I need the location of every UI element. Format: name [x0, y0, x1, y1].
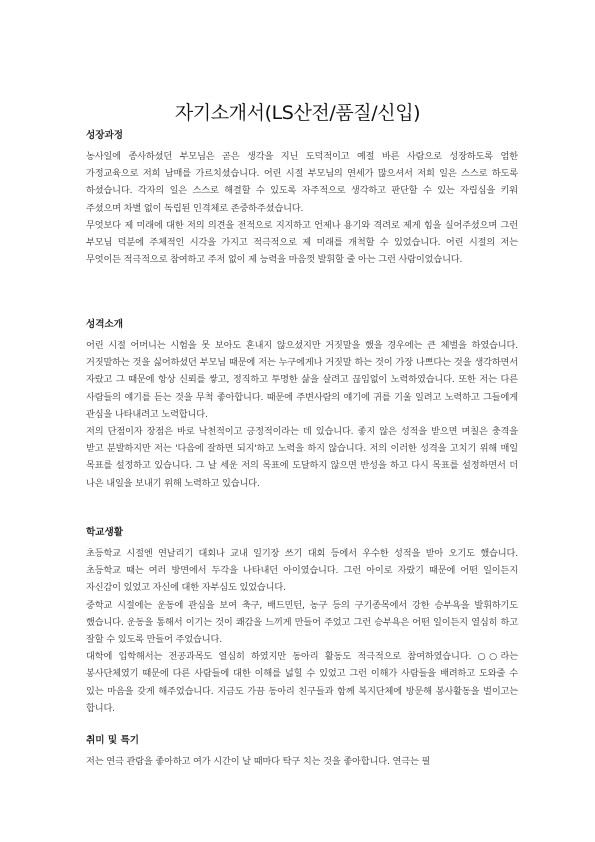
paragraph: 저의 단점이자 장점은 바로 낙천적이고 긍정적이라는 데 있습니다. 좋지 않은 성적을 받으면 며칠은 충격을 받고 분발하지만 저는 '다음에 잘하면 되지'하고 노력을 하지 않습니다. 저의 이러한 성격을 고치기 위해 매일 목표를 설정하고 있습니다. 그 날 세운 저의 목표에 도달하지 않으면 반성을 하고 다시 목표를 설정하면서 더 나은 내일을 보내기 위해 노력하고 있습니다.: [86, 426, 518, 489]
section-heading: 취미 및 특기: [86, 735, 140, 746]
document-title: 자기소개서(LS산전/품질/신입): [174, 102, 421, 124]
section-personality: [86, 318, 518, 492]
paragraph: 초등학교 시절엔 연날리기 대회나 교내 일기장 쓰기 대회 등에서 우수한 성적을 받아 오기도 했습니다. 초등학교 때는 여러 방면에서 두각을 나타내던 아이였습니다. 그런 아이로 자랐기 때문에 어떤 일이든지 자신감이 있었고 자신에 대한 자부심도 있었습니다.: [86, 548, 518, 594]
section-school-life: [86, 526, 518, 717]
section-hobbies: [86, 734, 518, 770]
paragraph: 저는 연극 관람을 좋아하고 여가 시간이 날 때마다 탁구 치는 것을 좋아합니다. 연극는 필: [86, 756, 431, 767]
section-heading: 성격소개: [86, 319, 124, 330]
paragraph: 농사일에 종사하셨던 부모님은 곧은 생각을 지닌 도덕적이고 예절 바른 사람으로 성장하도록 엄한 가정교육으로 저희 남매를 가르치셨습니다. 어린 시절 부모님의 연세가 많으셔서 저희 일은 스스로 하도록 하셨습니다. 각자의 일은 스스로 해결할 수 있도록 자주적으로 생각하고 판단할 수 있는 자립심을 키워 주셨으며 차별 없이 독립된 인격체로 존중하주셨습니다.: [86, 151, 518, 214]
section-heading: 학교생활: [86, 527, 124, 538]
section-growth: [86, 129, 518, 268]
section-heading: 성장과정: [86, 130, 124, 141]
paragraph: 중학교 시절에는 운동에 관심을 보여 축구, 배드민턴, 농구 등의 구기종목에서 강한 승부욕을 발휘하기도 했습니다. 운동을 통해서 이기는 것이 쾌감을 느끼게 만들어 주었고 그런 승부욕은 어떤 일이든지 열심히 하고 잘할 수 있도록 만들어 주었습니다.: [86, 599, 518, 646]
paragraph: 무엇보다 제 미래에 대한 저의 의견을 전적으로 지지하고 언제나 용기와 격려로 제게 힘을 실어주셨으며 그런 부모님 덕분에 주체적인 시각을 가지고 적극적으로 제 미래를 개척할 수 있었습니다. 어린 시절의 저는 무엇이든 적극적으로 참여하고 주저 없이 제 능력을 마음껏 발휘할 줄 아는 그런 사람이었습니다.: [86, 219, 518, 266]
paragraph: 대학에 입학해서는 전공과목도 열심히 하였지만 동아리 활동도 적극적으로 참여하였습니다. ○○라는 봉사단체였기 때문에 다른 사람들에 대한 이해를 넓힐 수 있었고 그런 이해가 사람들을 배려하고 도와줄 수 있는 마음을 갖게 해주었습니다. 지금도 가끔 동아리 친구들과 함께 복지단체에 방문해 봉사활동을 벌이고는 합니다.: [86, 651, 518, 714]
paragraph: 어린 시절 어머니는 시험을 못 보아도 혼내지 않으셨지만 거짓말을 했을 경우에는 큰 체벌을 하였습니다. 거짓말하는 것을 싫어하셨던 부모님 때문에 저는 누구에게나 거짓말 하는 것이 가장 나쁘다는 것을 생각하면서 자랐고 그 때문에 항상 신뢰를 쌓고, 정직하고 투명한 삶을 살려고 끊임없이 노력하였습니다. 또한 저는 다른 사람들의 얘기를 듣는 것을 무척 좋아합니다. 때문에 주변사람의 얘기에 귀를 기울 일려고 노력하고 그들에게 관심을 나타내려고 노력합니다.: [86, 340, 518, 420]
